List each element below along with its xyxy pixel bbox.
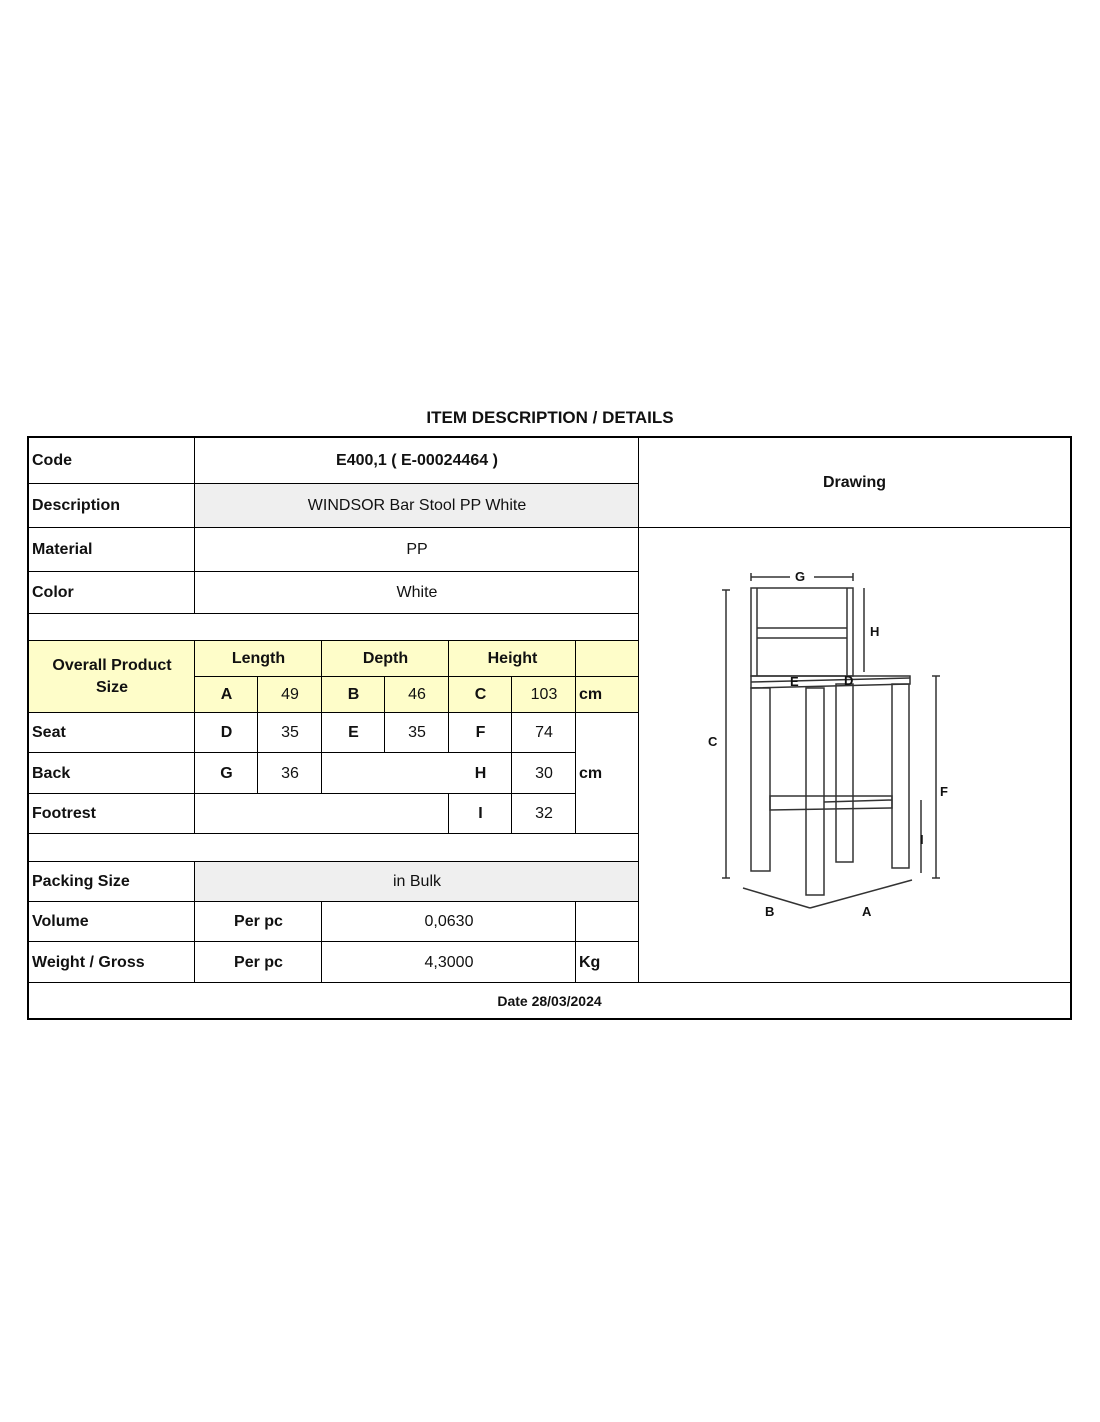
rule xyxy=(29,483,639,484)
back-unit: cm xyxy=(579,764,603,782)
overall-code-a: A xyxy=(220,686,233,703)
dim-d-label: D xyxy=(844,673,854,688)
rule xyxy=(29,752,576,753)
overall-code-c: C xyxy=(474,686,487,703)
seat-value-e: 35 xyxy=(408,724,426,741)
rule xyxy=(29,793,576,794)
volume-value: 0,0630 xyxy=(424,913,474,930)
footrest-code-i: I xyxy=(478,805,483,822)
rule xyxy=(194,641,195,834)
header-height: Height xyxy=(487,650,538,667)
rule xyxy=(29,613,639,614)
volume-label: Volume xyxy=(32,913,89,930)
volume-per: Per pc xyxy=(234,913,283,930)
code-label: Code xyxy=(32,452,72,469)
packing-value: in Bulk xyxy=(392,873,442,890)
dim-h-label: H xyxy=(870,624,880,639)
footrest-value-i: 32 xyxy=(535,805,553,822)
stool-drawing xyxy=(640,528,1070,983)
rule xyxy=(511,677,512,834)
back-code-h: H xyxy=(474,764,487,782)
seat-code-d: D xyxy=(220,724,233,741)
rule xyxy=(195,676,639,677)
dim-i-label: I xyxy=(920,832,924,847)
rule xyxy=(29,640,639,641)
dim-g-label: G xyxy=(795,569,806,584)
rule xyxy=(638,438,639,982)
overall-label: Overall Product Size xyxy=(52,657,172,696)
back-value-h: 30 xyxy=(535,764,553,782)
seat-code-f: F xyxy=(475,724,486,741)
sheet-title: ITEM DESCRIPTION / DETAILS xyxy=(426,408,674,427)
rule xyxy=(448,794,449,834)
rule xyxy=(194,438,195,614)
footrest-label: Footrest xyxy=(32,805,96,822)
back-code-g: G xyxy=(220,764,233,782)
header-length: Length xyxy=(231,650,286,667)
rule xyxy=(29,571,639,572)
rule xyxy=(448,641,449,753)
rule xyxy=(321,902,322,982)
rule xyxy=(29,712,639,713)
dim-f-label: F xyxy=(940,784,948,799)
code-value: E400,1 ( E-00024464 ) xyxy=(336,452,498,469)
seat-value-d: 35 xyxy=(281,724,299,741)
material-label: Material xyxy=(32,541,93,558)
rule xyxy=(29,941,639,942)
header-depth: Depth xyxy=(362,650,409,667)
rule xyxy=(257,677,258,794)
rule xyxy=(29,901,639,902)
rule xyxy=(384,677,385,753)
back-value-g: 36 xyxy=(281,764,299,782)
weight-unit: Kg xyxy=(579,953,601,971)
dim-b-label: B xyxy=(765,904,775,919)
description-label: Description xyxy=(32,497,121,514)
overall-unit: cm xyxy=(579,686,603,703)
color-value: White xyxy=(396,584,438,601)
rule xyxy=(575,641,576,834)
date-footer: Date 28/03/2024 xyxy=(497,992,602,1009)
drawing-title: Drawing xyxy=(822,474,887,491)
packing-label: Packing Size xyxy=(32,873,130,890)
overall-code-b: B xyxy=(347,686,360,703)
material-value: PP xyxy=(406,541,428,558)
seat-code-e: E xyxy=(348,724,359,741)
color-label: Color xyxy=(32,584,74,601)
weight-label: Weight / Gross xyxy=(32,953,145,971)
rule xyxy=(29,833,639,834)
weight-per: Per pc xyxy=(234,953,283,971)
back-label: Back xyxy=(32,764,71,782)
rule xyxy=(321,641,322,794)
weight-value: 4,3000 xyxy=(424,953,474,971)
seat-label: Seat xyxy=(32,724,66,741)
overall-value-length: 49 xyxy=(281,686,299,703)
rule xyxy=(194,862,195,982)
rule xyxy=(29,861,639,862)
stool-diagram xyxy=(640,528,1070,983)
rule xyxy=(575,902,576,982)
dim-a-label: A xyxy=(862,904,872,919)
seat-value-f: 74 xyxy=(535,724,553,741)
overall-value-depth: 46 xyxy=(408,686,426,703)
description-value: WINDSOR Bar Stool PP White xyxy=(307,497,527,514)
dim-c-label: C xyxy=(708,734,718,749)
dim-e-label: E xyxy=(790,674,799,689)
overall-value-height: 103 xyxy=(530,686,558,703)
